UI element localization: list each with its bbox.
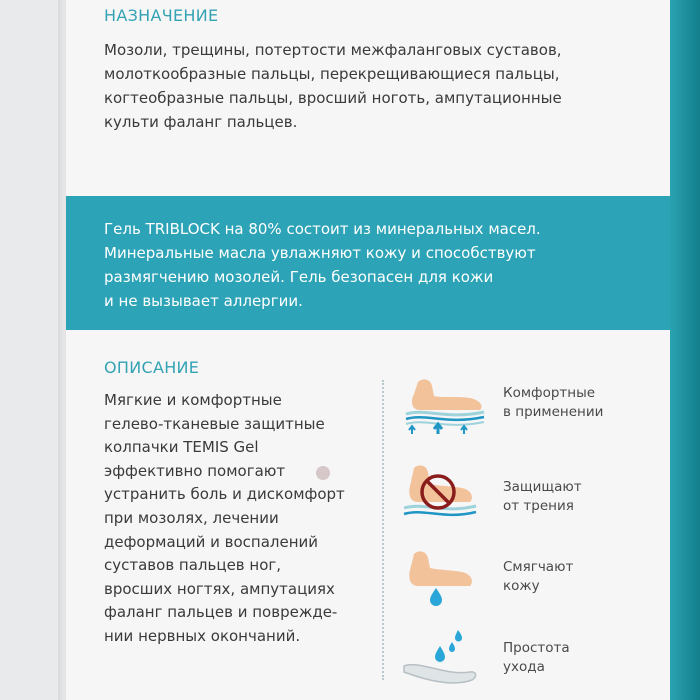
purpose-line: когтеобразные пальцы, вросший ноготь, ампутационные xyxy=(104,89,562,107)
description-line: эффективно помогают xyxy=(104,461,286,480)
description-line: нии нервных окончаний. xyxy=(104,626,301,645)
description-line: суставов пальцев ног, xyxy=(104,556,282,575)
description-line: гелево-тканевые защитные xyxy=(104,414,325,433)
dotted-divider xyxy=(382,380,384,680)
gel-info-line: размягчению мозолей. Гель безопасен для кожи xyxy=(104,268,494,286)
description-line: колпачки TEMIS Gel xyxy=(104,438,259,457)
description-line: деформаций и воспалений xyxy=(104,532,319,551)
feature-label: Простота ухода xyxy=(503,640,570,675)
gel-info-text xyxy=(104,217,664,313)
foot-softening-icon xyxy=(400,550,480,606)
purpose-line: культи фаланг пальцев. xyxy=(104,113,298,131)
description-line: вросших ногтях, ампутациях xyxy=(104,579,335,598)
description-line: устранить боль и дискомфорт xyxy=(104,485,345,504)
description-text xyxy=(104,389,345,649)
print-spot xyxy=(316,466,330,480)
box-side-teal xyxy=(670,0,700,700)
feature-label: Смягчают кожу xyxy=(503,559,574,594)
purpose-line: Мозоли, трещины, потертости межфаланговых суставов, xyxy=(104,41,562,59)
gel-info-line: Гель TRIBLOCK на 80% состоит из минеральных масел. xyxy=(104,220,541,238)
description-line: Мягкие и комфортные xyxy=(104,391,282,409)
purpose-text xyxy=(104,38,562,134)
feature-label: Комфортные в применении xyxy=(503,385,604,420)
gel-info-line: Минеральные масла увлажняют кожу и способствуют xyxy=(104,244,536,262)
feature-label: Защищают от трения xyxy=(503,479,582,514)
description-line: при мозолях, лечении xyxy=(104,508,279,527)
insole-water-drops-icon xyxy=(400,626,480,688)
purpose-line: молоткообразные пальцы, перекрещивающиеся пальцы, xyxy=(104,65,560,83)
gel-info-line: и не вызывает аллергии. xyxy=(104,292,303,310)
description-title: ОПИСАНИЕ xyxy=(104,358,200,377)
foot-comfort-icon xyxy=(400,374,490,436)
foot-friction-protection-icon xyxy=(400,462,480,524)
purpose-title: НАЗНАЧЕНИЕ xyxy=(104,6,219,25)
description-line: фаланг пальцев и поврежде- xyxy=(104,603,338,622)
